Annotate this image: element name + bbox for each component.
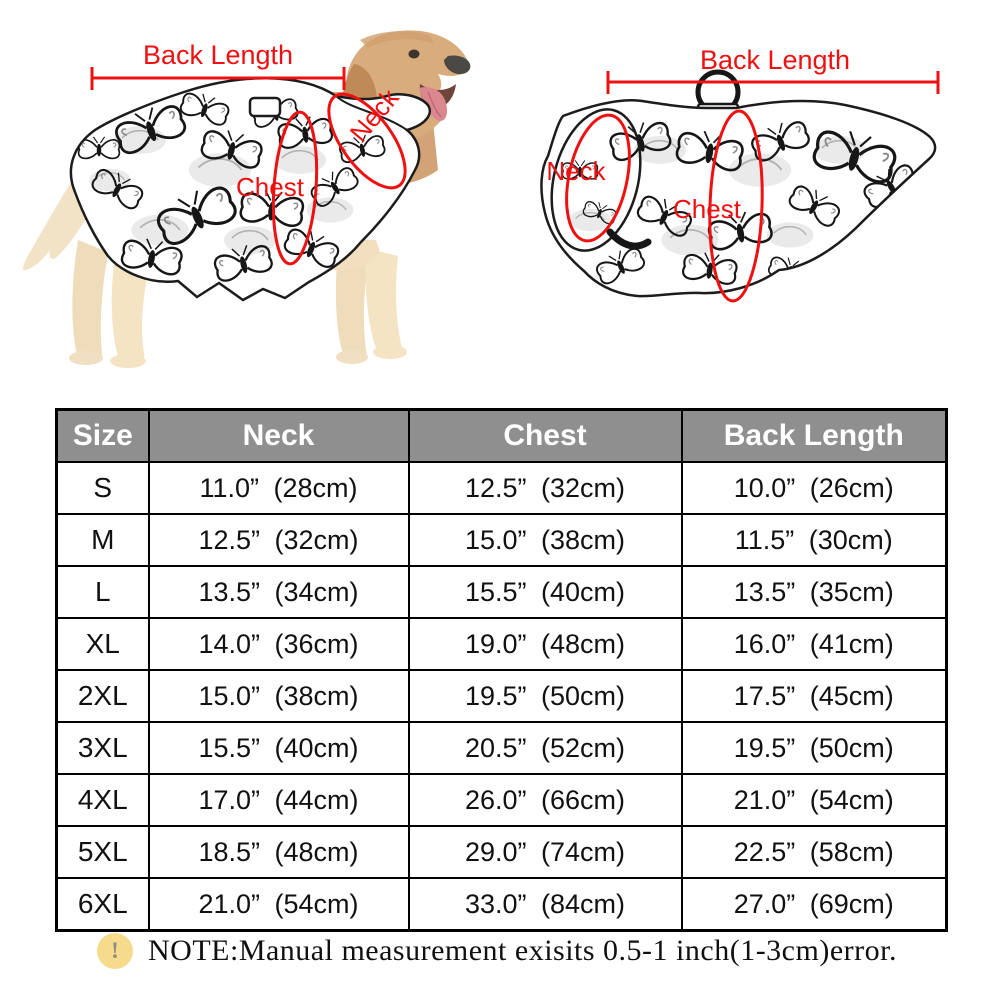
- measurement-cell: 15.0” (38cm): [409, 514, 682, 566]
- table-row: [57, 514, 947, 566]
- measurement-cell: 11.5” (30cm): [682, 514, 947, 566]
- measurement-cell: 26.0” (66cm): [409, 774, 682, 826]
- measurement-cell: 12.5” (32cm): [149, 514, 409, 566]
- measurement-cell: 15.5” (40cm): [149, 722, 409, 774]
- size-cell: 6XL: [57, 878, 149, 931]
- size-cell: 3XL: [57, 722, 149, 774]
- measurement-cell: 11.0” (28cm): [149, 462, 409, 514]
- table-row: [57, 774, 947, 826]
- measurement-cell: 10.0” (26cm): [682, 462, 947, 514]
- size-cell: S: [57, 462, 149, 514]
- table-row: [57, 826, 947, 878]
- back-length-label: Back Length: [699, 45, 851, 75]
- size-table-body: [57, 462, 947, 931]
- column-header-size: Size: [57, 410, 149, 463]
- measurement-cell: 14.0” (36cm): [149, 618, 409, 670]
- table-row: [57, 722, 947, 774]
- column-header-neck: Neck: [149, 410, 409, 463]
- measurement-cell: 17.5” (45cm): [682, 670, 947, 722]
- note-text: NOTE:Manual measurement exisits 0.5-1 inch(1-3cm)error.: [148, 934, 897, 967]
- measurement-cell: 19.5” (50cm): [682, 722, 947, 774]
- size-cell: 2XL: [57, 670, 149, 722]
- neck-label: Neck: [546, 156, 606, 186]
- measurement-cell: 20.5” (52cm): [409, 722, 682, 774]
- size-cell: L: [57, 566, 149, 618]
- measurement-cell: 33.0” (84cm): [409, 878, 682, 931]
- chest-label: Chest: [236, 172, 304, 202]
- measurement-cell: 17.0” (44cm): [149, 774, 409, 826]
- exclamation-icon: !: [97, 933, 133, 969]
- table-row: [57, 566, 947, 618]
- measurement-cell: 19.0” (48cm): [409, 618, 682, 670]
- column-header-back-length: Back Length: [682, 410, 947, 463]
- measurement-cell: 15.0” (38cm): [149, 670, 409, 722]
- measurement-cell: 18.5” (48cm): [149, 826, 409, 878]
- dog-side-view-illustration: [0, 0, 500, 400]
- size-table: [55, 408, 948, 932]
- size-cell: 4XL: [57, 774, 149, 826]
- measurement-cell: 13.5” (35cm): [682, 566, 947, 618]
- measurement-cell: 29.0” (74cm): [409, 826, 682, 878]
- dog-eye: [409, 50, 420, 59]
- column-header-chest: Chest: [409, 410, 682, 463]
- measurement-cell: 22.5” (58cm): [682, 826, 947, 878]
- jacket-top-view-illustration: [460, 20, 980, 350]
- measurement-cell: 27.0” (69cm): [682, 878, 947, 931]
- measurement-cell: 21.0” (54cm): [149, 878, 409, 931]
- measurement-cell: 19.5” (50cm): [409, 670, 682, 722]
- measurement-cell: 12.5” (32cm): [409, 462, 682, 514]
- measurement-cell: 13.5” (34cm): [149, 566, 409, 618]
- chest-label: Chest: [673, 194, 741, 224]
- table-row: [57, 462, 947, 514]
- table-row: [57, 878, 947, 931]
- size-cell: XL: [57, 618, 149, 670]
- jacket-buckle: [250, 98, 280, 116]
- measurement-cell: 16.0” (41cm): [682, 618, 947, 670]
- neck-label: Neck: [343, 82, 405, 148]
- table-header-row: [57, 410, 947, 463]
- table-row: [57, 670, 947, 722]
- size-cell: M: [57, 514, 149, 566]
- back-length-label: Back Length: [142, 40, 294, 70]
- measurement-cell: 15.5” (40cm): [409, 566, 682, 618]
- measurement-cell: 21.0” (54cm): [682, 774, 947, 826]
- table-row: [57, 618, 947, 670]
- measurement-note: [97, 933, 897, 969]
- size-cell: 5XL: [57, 826, 149, 878]
